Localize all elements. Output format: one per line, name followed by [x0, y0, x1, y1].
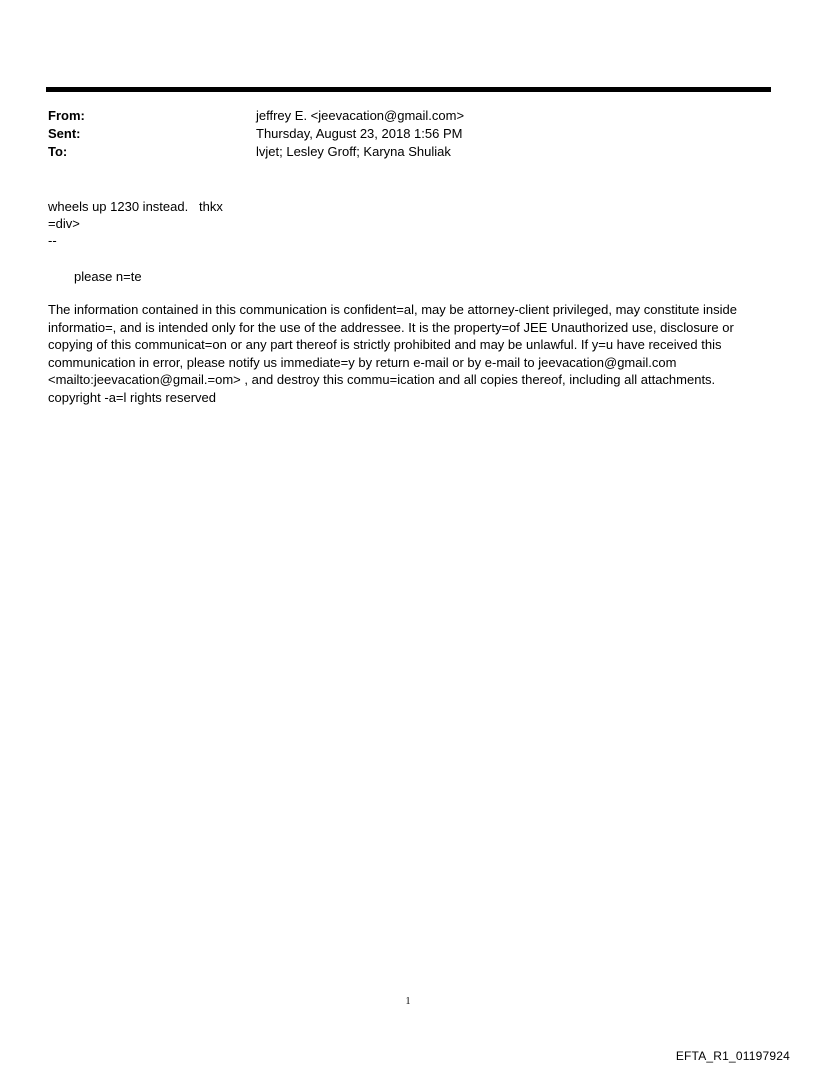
sent-value: Thursday, August 23, 2018 1:56 PM [256, 126, 463, 141]
from-label: From: [48, 108, 85, 123]
to-row [48, 143, 768, 161]
body-line-1: wheels up 1230 instead. thkx [48, 199, 223, 214]
page-number: 1 [405, 996, 411, 1007]
from-value: jeffrey E. <jeevacation@gmail.com> [256, 108, 465, 123]
from-row [48, 107, 768, 125]
email-header [48, 107, 768, 161]
signature-line: please n=te [74, 269, 142, 284]
sent-label: Sent: [48, 126, 81, 141]
sent-row [48, 125, 768, 143]
to-value: lvjet; Lesley Groff; Karyna Shuliak [256, 144, 451, 159]
email-body [48, 198, 768, 406]
body-line-2: =div> [48, 216, 80, 231]
confidentiality-disclaimer: The information contained in this communication is confident=al, may be attorney-client privileged, may constitute inside informatio=, and is intended only for the use of the addressee. It is the property=of JEE Unauthorized use, disclosure or copying of this communicat=on or any part thereof is strictly prohibited and may be unlawful. If y=u have received this communication in error, please notify us immediate=y by return e-mail or by e-mail to jeevacation@gmail.com <mailto:jeevacation@gmail.=om> , and destroy this commu=ication and all copies thereof, including all attachments. copyright -a=l rights reserved [48, 302, 737, 405]
header-rule [46, 87, 771, 92]
document-id: EFTA_R1_01197924 [675, 1049, 790, 1063]
body-line-3: -- [48, 233, 57, 248]
to-label: To: [48, 144, 68, 159]
